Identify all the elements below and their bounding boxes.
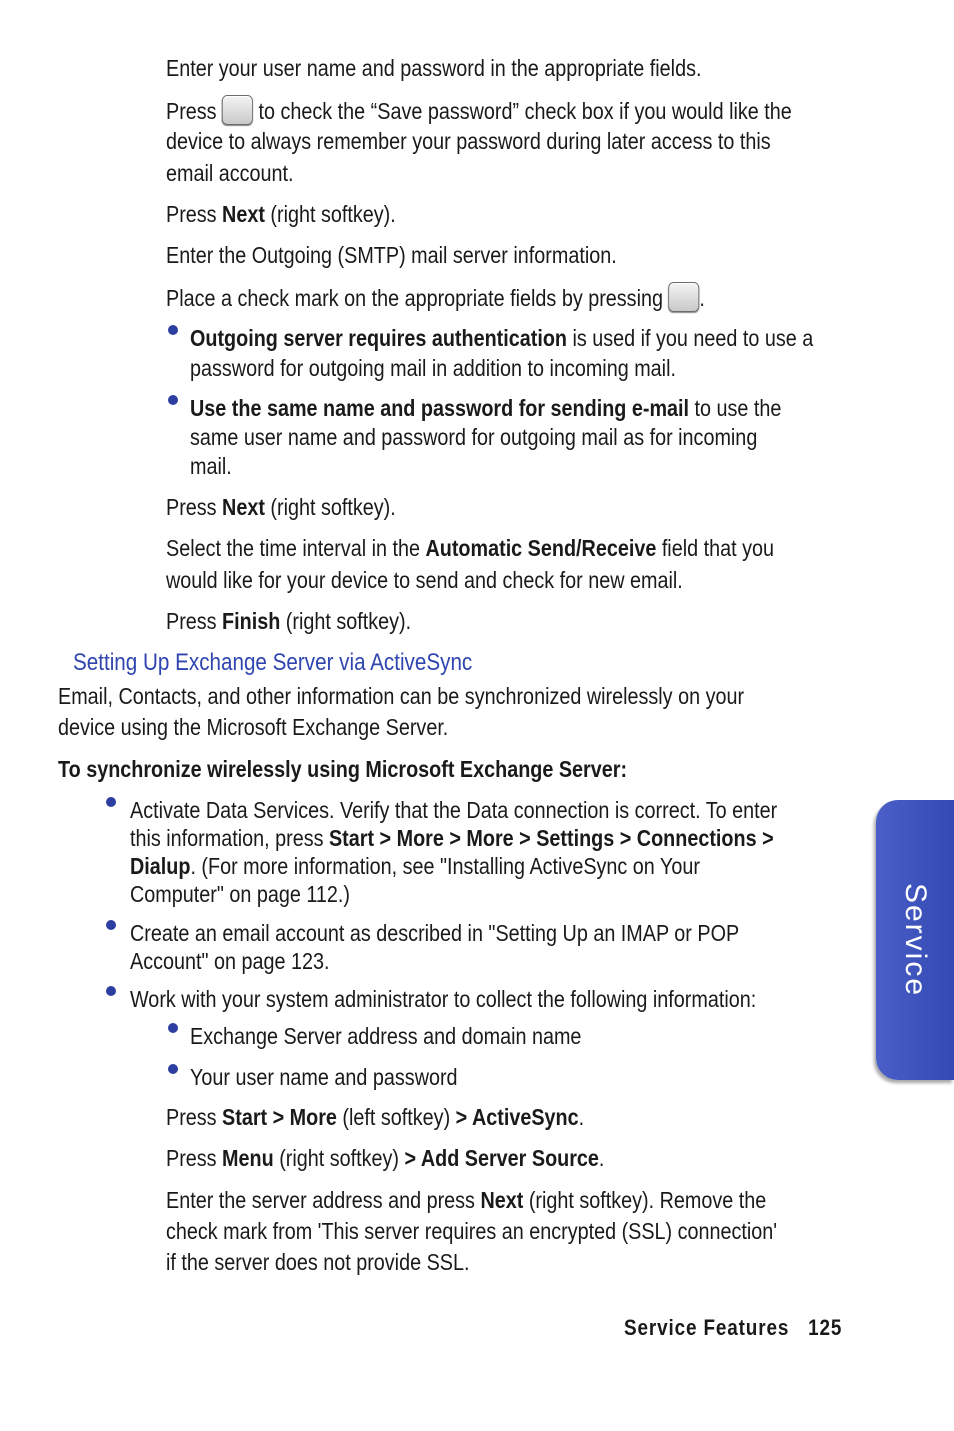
bullet-same-name-line3: mail. <box>190 453 232 479</box>
footer-section: Service Features <box>624 1315 790 1340</box>
bullet-icon <box>168 395 178 405</box>
bullet-icon <box>106 797 116 807</box>
bullet-create-account-line2: Account" on page 123. <box>130 948 330 974</box>
bullet-same-name: Use the same name and password for sending e-mail to use the <box>190 395 782 421</box>
key-button-icon <box>222 95 253 125</box>
step-press-finish: Press Finish (right softkey). <box>166 608 412 634</box>
section-heading: Setting Up Exchange Server via ActiveSync <box>73 649 473 676</box>
section-tab-label: Service <box>899 882 933 998</box>
step-press-next-1: Press Next (right softkey). <box>166 201 396 227</box>
bullet-icon <box>106 986 116 996</box>
page-footer <box>624 1313 842 1343</box>
step-outgoing-server: Enter the Outgoing (SMTP) mail server information. <box>166 242 617 268</box>
bullet-activate-data-line3: Dialup. (For more information, see "Installing ActiveSync on Your <box>130 853 700 879</box>
step-save-password-line2: device to always remember your password during later access to this <box>166 128 771 154</box>
step-time-interval: Select the time interval in the Automatic Send/Receive field that you <box>166 535 774 561</box>
bullet-icon <box>106 920 116 930</box>
step-save-password-line3: email account. <box>166 160 294 186</box>
step-enter-server-address: Enter the server address and press Next (right softkey). Remove the <box>166 1187 767 1213</box>
bullet-activate-data-line4: Computer" on page 112.) <box>130 881 350 907</box>
bullet-activate-data-line2: this information, press Start > More > More > Settings > Connections > <box>130 825 774 851</box>
step-time-interval-line2: would like for your device to send and check for new email. <box>166 567 683 593</box>
bullet-icon <box>168 325 178 335</box>
step-press-start-activesync: Press Start > More (left softkey) > ActiveSync. <box>166 1104 585 1130</box>
bullet-same-name-line2: same user name and password for outgoing mail as for incoming <box>190 424 758 450</box>
page-number: 125 <box>808 1315 843 1340</box>
step-enter-server-address-line3: if the server does not provide SSL. <box>166 1249 470 1275</box>
bullet-icon <box>168 1023 178 1033</box>
bullet-work-with-admin: Work with your system administrator to collect the following information: <box>130 986 757 1012</box>
subbullet-user-name: Your user name and password <box>190 1064 458 1090</box>
bullet-icon <box>168 1064 178 1074</box>
step-enter-credentials: Enter your user name and password in the appropriate fields. <box>166 55 702 81</box>
step-press-menu-add-server: Press Menu (right softkey) > Add Server Source. <box>166 1145 605 1171</box>
subbullet-server-address: Exchange Server address and domain name <box>190 1023 582 1049</box>
section-tab <box>876 800 954 1080</box>
bullet-outgoing-auth-line2: password for outgoing mail in addition to incoming mail. <box>190 355 676 381</box>
section-intro-line2: device using the Microsoft Exchange Server. <box>58 714 449 740</box>
step-place-check-mark: Place a check mark on the appropriate fields by pressing . <box>166 282 705 313</box>
key-button-icon <box>668 282 699 312</box>
step-enter-server-address-line2: check mark from 'This server requires an encrypted (SSL) connection' <box>166 1218 778 1244</box>
bullet-outgoing-auth: Outgoing server requires authentication is used if you need to use a <box>190 325 814 351</box>
bullet-activate-data: Activate Data Services. Verify that the Data connection is correct. To enter <box>130 797 778 823</box>
bullet-create-account: Create an email account as described in "Setting Up an IMAP or POP <box>130 920 740 946</box>
step-save-password: Press to check the “Save password” check box if you would like the <box>166 95 792 126</box>
step-press-next-2: Press Next (right softkey). <box>166 494 396 520</box>
procedure-title: To synchronize wirelessly using Microsoft Exchange Server: <box>58 756 628 782</box>
section-intro: Email, Contacts, and other information can be synchronized wirelessly on your <box>58 683 745 709</box>
